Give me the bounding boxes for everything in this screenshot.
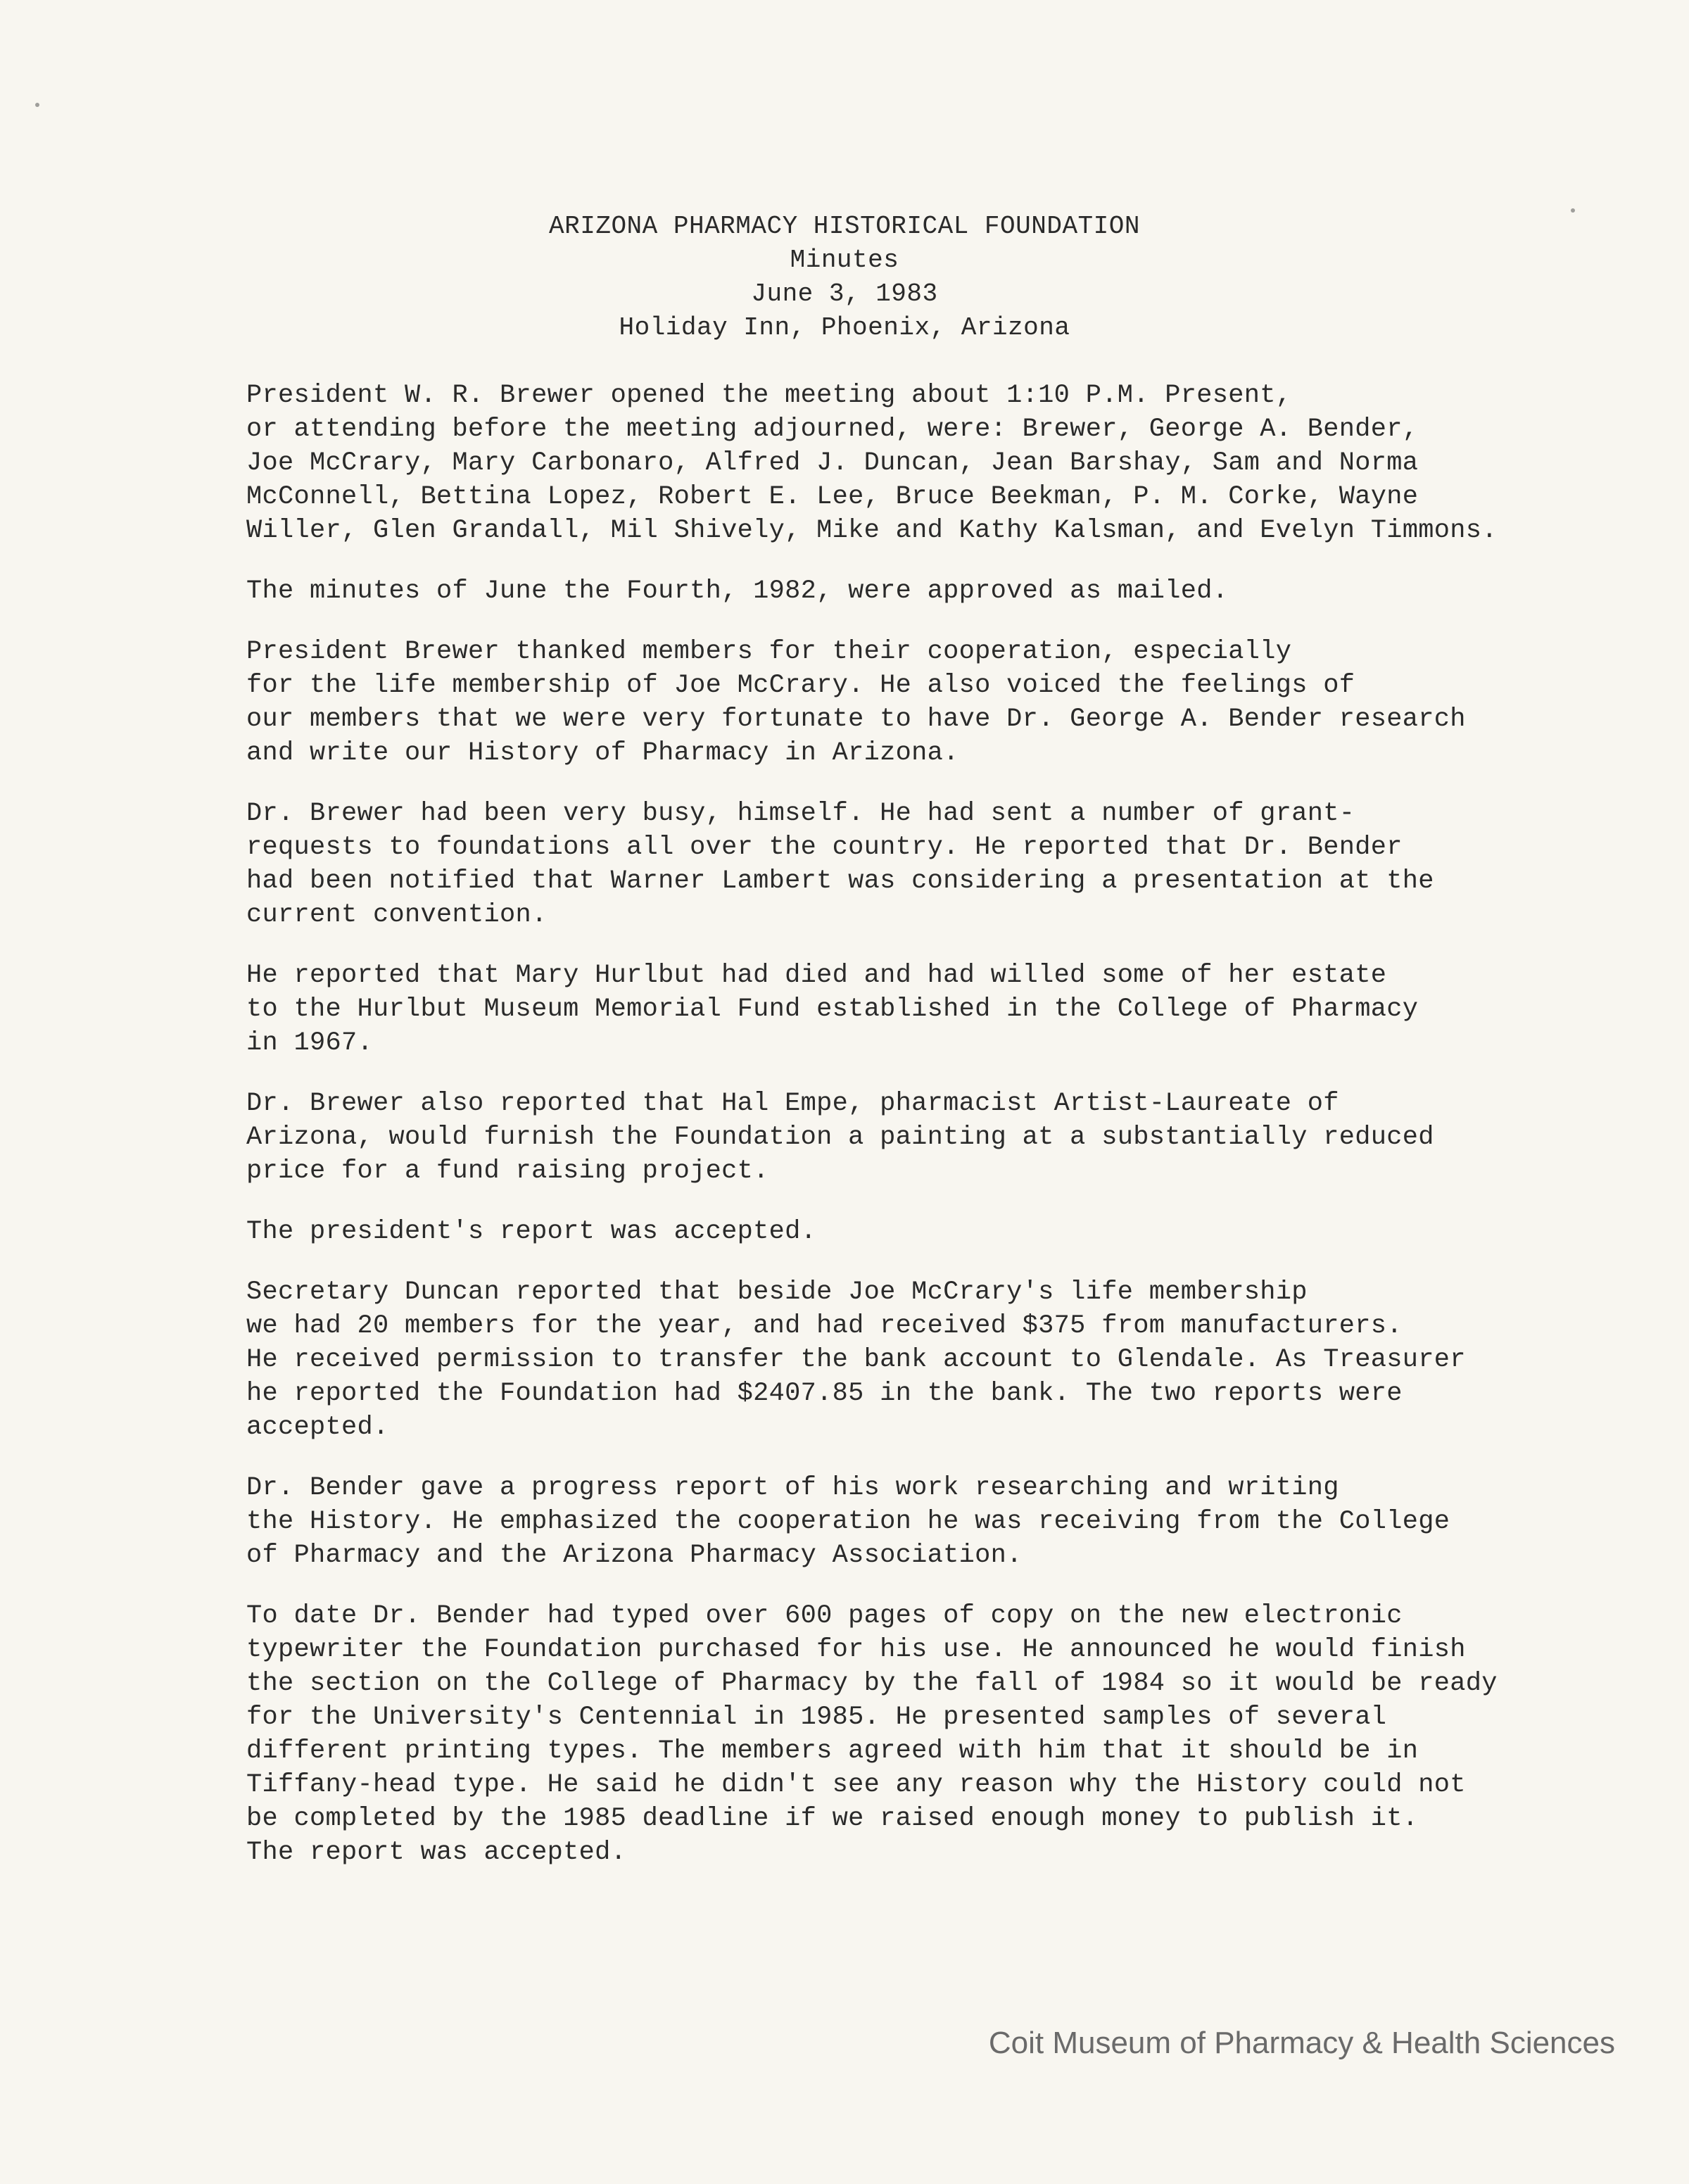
paragraph-painting: Dr. Brewer also reported that Hal Empe, pharmacist Artist-Laureate of Arizona, would furnish the Foundation a painting at a substantially reduced price for a fund raising project. — [246, 1089, 1434, 1186]
paragraph-hurlbut-estate: He reported that Mary Hurlbut had died and had willed some of her estate to the Hurlbut Museum Memorial Fund established in the College of Pharmacy in 1967. — [246, 961, 1419, 1058]
paragraph-bender-progress: Dr. Bender gave a progress report of his work researching and writing the History. He emphasized the cooperation he was receiving from the College of Pharmacy and the Arizona Pharmacy Association. — [246, 1473, 1450, 1570]
paragraph-president-report: The president's report was accepted. — [246, 1217, 817, 1246]
organization-title: ARIZONA PHARMACY HISTORICAL FOUNDATION — [549, 212, 1140, 241]
document-type: Minutes — [790, 246, 899, 274]
meeting-location: Holiday Inn, Phoenix, Arizona — [619, 313, 1070, 342]
document-header — [0, 210, 1689, 345]
museum-credit: Coit Museum of Pharmacy & Health Sciences — [988, 2026, 1615, 2060]
paragraph-attendance: President W. R. Brewer opened the meeting about 1:10 P.M. Present, or attending before the meeting adjourned, were: Brewer, George A. Bender, Joe McCrary, Mary Carbonaro, Alfred J. Duncan, Jean Barshay, Sam and Norma McConnell, Bettina Lopez, Robert E. Lee, Bruce Beekman, P. M. Corke, Wayne Willer, Glen Grandall, Mil Shively, Mike and Kathy Kalsman, and Evelyn Timmons. — [246, 381, 1498, 545]
paragraph-prior-minutes: The minutes of June the Fourth, 1982, were approved as mailed. — [246, 576, 1229, 606]
paragraph-typing-progress: To date Dr. Bender had typed over 600 pages of copy on the new electronic typewriter the Foundation purchased for his use. He announced he would finish the section on the College of Pharmacy by the fall of 1984 so it would be ready for the University's Centennial in 1985. He presented samples of several different printing types. The members agreed with him that it should be in Tiffany-head type. He said he didn't see any reason why the History could not be completed by the 1985 deadline if we raised enough money to publish it. The report was accepted. — [246, 1601, 1498, 1867]
paragraph-president-thanks: President Brewer thanked members for their cooperation, especially for the life membership of Joe McCrary. He also voiced the feelings of our members that we were very fortunate to have Dr. George A. Bender research and write our History of Pharmacy in Arizona. — [246, 637, 1466, 768]
scan-speck — [35, 103, 39, 107]
paragraph-grant-requests: Dr. Brewer had been very busy, himself. He had sent a number of grant- requests to foundations all over the country. He reported that Dr. Bender had been notified that Warner Lambert was considering a presentation at the current convention. — [246, 799, 1434, 930]
meeting-date: June 3, 1983 — [751, 279, 938, 308]
paragraph-secretary-report: Secretary Duncan reported that beside Joe McCrary's life membership we had 20 members for the year, and had received $375 from manufacturers. He received permission to transfer the bank account to Glendale. As Treasurer he reported the Foundation had $2407.85 in the bank. The two reports were accepted. — [246, 1277, 1466, 1442]
minutes-body — [246, 379, 1583, 1896]
